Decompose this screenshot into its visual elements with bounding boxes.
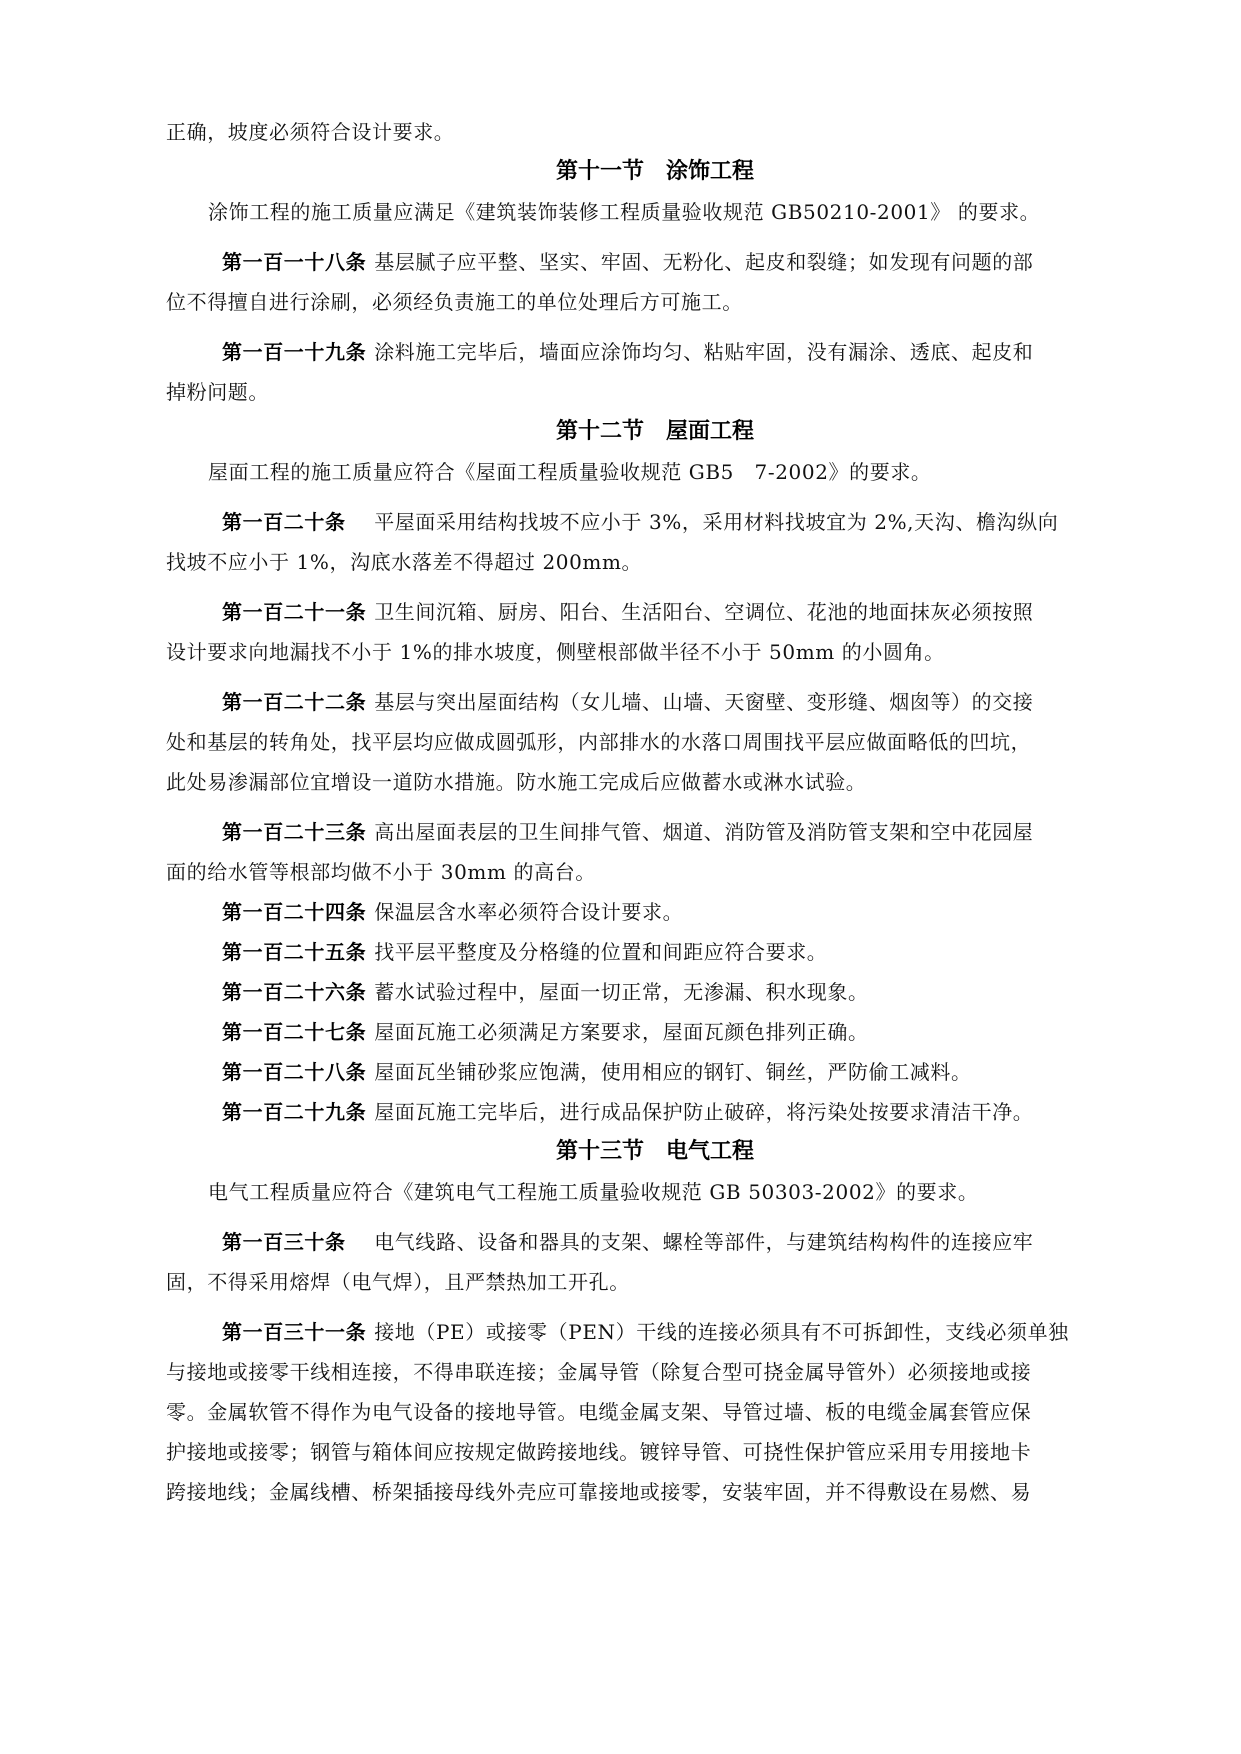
article-label: 第一百二十二条 [222, 690, 367, 714]
section-intro-12: 屋面工程的施工质量应符合《屋面工程质量验收规范 GB5 7-2002》的要求。 [208, 460, 932, 484]
article-label: 第一百一十八条 [222, 250, 367, 274]
article-text: 屋面瓦施工必须满足方案要求，屋面瓦颜色排列正确。 [374, 1020, 869, 1044]
article-text: 电气线路、设备和器具的支架、螺栓等部件，与建筑结构构件的连接应牢 [353, 1230, 1034, 1254]
article-text: 基层腻子应平整、坚实、牢固、无粉化、起皮和裂缝；如发现有问题的部 [374, 250, 1034, 274]
article-label: 第一百二十六条 [222, 980, 367, 1004]
article-label: 第一百二十九条 [222, 1100, 367, 1124]
paragraph-line: 处和基层的转角处，找平层均应做成圆弧形，内部排水的水落口周围找平层应做面略低的凹坑， [166, 730, 1032, 754]
article-text: 接地（PE）或接零（PEN）干线的连接必须具有不可拆卸性，支线必须单独 [374, 1320, 1069, 1344]
article-text: 平屋面采用结构找坡不应小于 3%，采用材料找坡宜为 2%,天沟、檐沟纵向 [353, 510, 1059, 534]
paragraph-line: 面的给水管等根部均做不小于 30mm 的高台。 [166, 860, 596, 884]
paragraph-line: 与接地或接零干线相连接，不得串联连接；金属导管（除复合型可挠金属导管外）必须接地或接 [166, 1360, 1032, 1384]
article-128 [166, 1052, 1084, 1092]
article-label: 第一百一十九条 [222, 340, 367, 364]
article-label: 第一百二十八条 [222, 1060, 367, 1084]
article-124 [166, 892, 1084, 932]
article-label: 第一百三十条 [222, 1230, 346, 1254]
paragraph-line: 护接地或接零；钢管与箱体间应按规定做跨接地线。镀锌导管、可挠性保护管应采用专用接地卡 [166, 1440, 1032, 1464]
article-118 [166, 242, 1084, 282]
paragraph-line: 设计要求向地漏找不小于 1%的排水坡度，侧壁根部做半径不小于 50mm 的小圆角。 [166, 640, 945, 664]
article-text: 找平层平整度及分格缝的位置和间距应符合要求。 [374, 940, 828, 964]
section-intro-13: 电气工程质量应符合《建筑电气工程施工质量验收规范 GB 50303-2002》的要求。 [208, 1180, 979, 1204]
paragraph-line: 固，不得采用熔焊（电气焊），且严禁热加工开孔。 [166, 1270, 630, 1294]
article-text: 涂料施工完毕后，墙面应涂饰均匀、粘贴牢固，没有漏涂、透底、起皮和 [374, 340, 1034, 364]
article-text: 保温层含水率必须符合设计要求。 [374, 900, 684, 924]
article-129 [166, 1092, 1084, 1132]
article-131 [166, 1312, 1084, 1352]
paragraph-line: 掉粉问题。 [166, 380, 269, 404]
article-122 [166, 682, 1084, 722]
paragraph-line: 正确，坡度必须符合设计要求。 [166, 120, 455, 144]
section-heading-11: 第十一节 涂饰工程 [555, 159, 754, 184]
article-text: 蓄水试验过程中，屋面一切正常，无渗漏、积水现象。 [374, 980, 869, 1004]
article-127 [166, 1012, 1084, 1052]
article-label: 第一百二十一条 [222, 600, 367, 624]
article-text: 屋面瓦坐铺砂浆应饱满，使用相应的钢钉、铜丝，严防偷工减料。 [374, 1060, 972, 1084]
section-heading-12: 第十二节 屋面工程 [555, 419, 754, 444]
article-123 [166, 812, 1084, 852]
article-label: 第一百三十一条 [222, 1320, 367, 1344]
article-label: 第一百二十四条 [222, 900, 367, 924]
article-126 [166, 972, 1084, 1012]
article-130 [166, 1222, 1084, 1262]
article-label: 第一百二十条 [222, 510, 346, 534]
article-120 [166, 502, 1084, 542]
article-label: 第一百二十七条 [222, 1020, 367, 1044]
paragraph-line: 跨接地线；金属线槽、桥架插接母线外壳应可靠接地或接零，安装牢固，并不得敷设在易燃、易 [166, 1480, 1032, 1504]
section-intro-11: 涂饰工程的施工质量应满足《建筑装饰装修工程质量验收规范 GB50210-2001》 的要求。 [208, 200, 1041, 224]
paragraph-line: 此处易渗漏部位宜增设一道防水措施。防水施工完成后应做蓄水或淋水试验。 [166, 770, 867, 794]
paragraph-line: 找坡不应小于 1%，沟底水落差不得超过 200mm。 [166, 550, 643, 574]
article-label: 第一百二十五条 [222, 940, 367, 964]
document-body [166, 112, 1084, 1512]
article-119 [166, 332, 1084, 372]
article-text: 基层与突出屋面结构（女儿墙、山墙、天窗壁、变形缝、烟囱等）的交接 [374, 690, 1034, 714]
section-heading-13: 第十三节 电气工程 [555, 1139, 754, 1164]
article-label: 第一百二十三条 [222, 820, 367, 844]
article-text: 屋面瓦施工完毕后，进行成品保护防止破碎，将污染处按要求清洁干净。 [374, 1100, 1034, 1124]
paragraph-line: 零。金属软管不得作为电气设备的接地导管。电缆金属支架、导管过墙、板的电缆金属套管应保 [166, 1400, 1032, 1424]
article-text: 卫生间沉箱、厨房、阳台、生活阳台、空调位、花池的地面抹灰必须按照 [374, 600, 1034, 624]
article-121 [166, 592, 1084, 632]
article-125 [166, 932, 1084, 972]
paragraph-line: 位不得擅自进行涂刷，必须经负责施工的单位处理后方可施工。 [166, 290, 743, 314]
article-text: 高出屋面表层的卫生间排气管、烟道、消防管及消防管支架和空中花园屋 [374, 820, 1034, 844]
